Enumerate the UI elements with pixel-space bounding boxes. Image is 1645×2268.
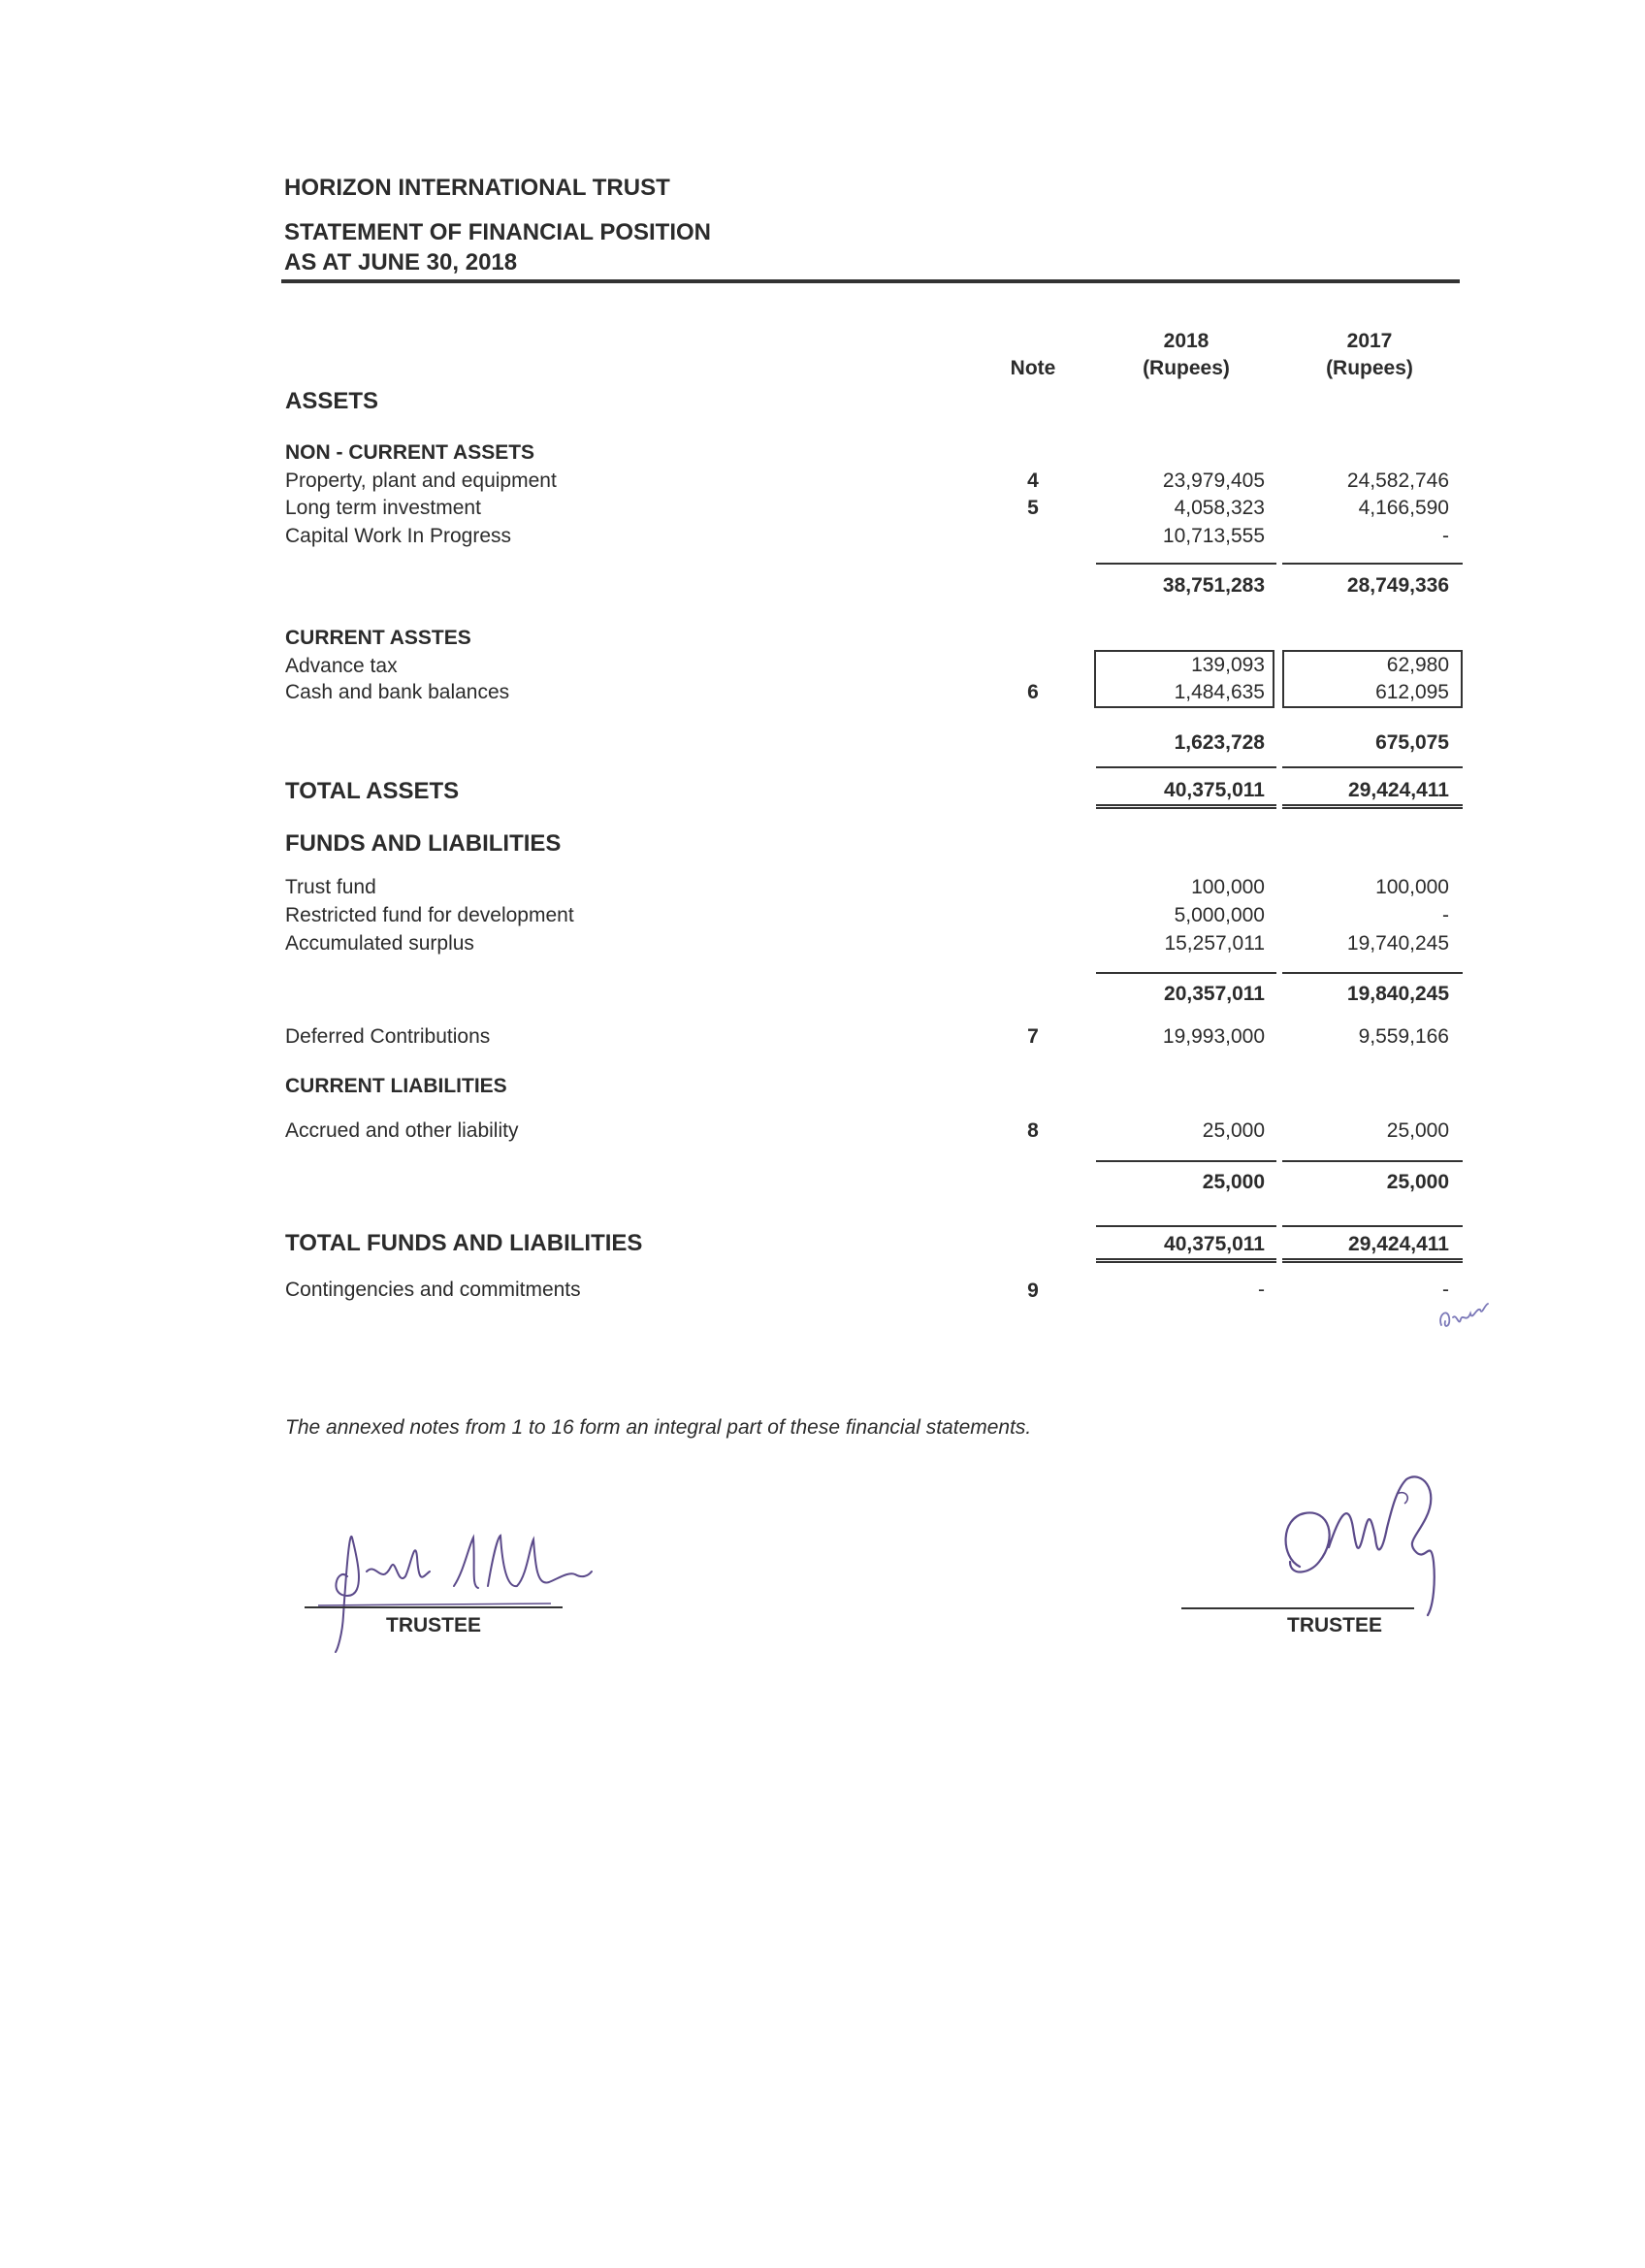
total-assets-rule-2017 — [1282, 766, 1463, 768]
current-assets-total-2018: 1,623,728 — [1174, 731, 1265, 754]
year-2018-column-header — [1109, 328, 1264, 382]
current-assets-heading: CURRENT ASSTES — [285, 627, 471, 649]
deferred-contributions-label: Deferred Contributions — [285, 1025, 491, 1048]
subtotal-rule-2017 — [1282, 563, 1463, 565]
contingencies-label: Contingencies and commitments — [285, 1279, 581, 1301]
row-note: 8 — [1027, 1119, 1039, 1142]
current-liabilities-heading: CURRENT LIABILITIES — [285, 1075, 507, 1097]
funds-subtotal-rule-2017 — [1282, 972, 1463, 974]
row-label: Advance tax — [285, 655, 398, 677]
row-label: Restricted fund for development — [285, 904, 574, 926]
total-assets-2017: 29,424,411 — [1348, 779, 1449, 801]
total-funds-rule-2017 — [1282, 1225, 1463, 1227]
statement-title: STATEMENT OF FINANCIAL POSITION — [284, 219, 711, 245]
total-assets-2018: 40,375,011 — [1164, 779, 1265, 801]
row-value-2017: - — [1442, 904, 1449, 926]
row-label: Accumulated surplus — [285, 932, 474, 955]
row-note: 6 — [1027, 681, 1039, 703]
row-value-2017: 25,000 — [1386, 1119, 1449, 1142]
current-liabilities-total-2017: 25,000 — [1386, 1171, 1449, 1193]
total-funds-liabilities-label: TOTAL FUNDS AND LIABILITIES — [285, 1230, 643, 1256]
row-note: 4 — [1027, 470, 1039, 492]
row-value-2018: 25,000 — [1202, 1119, 1265, 1142]
contingencies-2017: - — [1442, 1279, 1449, 1301]
liabilities-subtotal-rule-2018 — [1096, 1160, 1276, 1162]
year-2017-unit: (Rupees) — [1326, 357, 1413, 379]
row-value-2018: 10,713,555 — [1162, 525, 1265, 547]
funds-liabilities-heading: FUNDS AND LIABILITIES — [285, 830, 562, 857]
row-note: 5 — [1027, 497, 1039, 519]
year-2017-label: 2017 — [1346, 330, 1393, 352]
organization-name: HORIZON INTERNATIONAL TRUST — [284, 175, 670, 201]
row-label: Cash and bank balances — [285, 681, 510, 703]
row-label: Capital Work In Progress — [285, 525, 512, 547]
row-value-2018: 15,257,011 — [1164, 932, 1265, 955]
year-2018-label: 2018 — [1163, 330, 1210, 352]
funds-total-2017: 19,840,245 — [1346, 983, 1449, 1005]
deferred-contributions-2017: 9,559,166 — [1358, 1025, 1449, 1048]
notes-statement: The annexed notes from 1 to 16 form an integral part of these financial statements. — [285, 1416, 1032, 1439]
deferred-contributions-2018: 19,993,000 — [1162, 1025, 1265, 1048]
total-assets-double-rule-2017 — [1282, 804, 1463, 809]
deferred-contributions-note: 7 — [1027, 1025, 1039, 1048]
row-value-2017: 62,980 — [1386, 654, 1449, 676]
left-signature-line — [305, 1606, 563, 1608]
row-value-2018: 4,058,323 — [1174, 497, 1265, 519]
row-label: Long term investment — [285, 497, 481, 519]
current-liabilities-total-2018: 25,000 — [1202, 1171, 1265, 1193]
year-2017-column-header — [1292, 328, 1447, 382]
row-label: Accrued and other liability — [285, 1119, 519, 1142]
row-label: Property, plant and equipment — [285, 470, 557, 492]
total-funds-liabilities-2018: 40,375,011 — [1164, 1233, 1265, 1255]
initials-mark — [1434, 1288, 1511, 1337]
row-value-2017: - — [1442, 525, 1449, 547]
note-column-header: Note — [1010, 357, 1056, 379]
row-value-2018: 1,484,635 — [1174, 681, 1265, 703]
total-assets-label: TOTAL ASSETS — [285, 778, 460, 804]
right-trustee-label: TRUSTEE — [1287, 1614, 1383, 1636]
row-value-2017: 4,166,590 — [1358, 497, 1449, 519]
row-value-2018: 100,000 — [1191, 876, 1265, 898]
total-assets-rule-2018 — [1096, 766, 1276, 768]
year-2018-unit: (Rupees) — [1143, 357, 1230, 379]
assets-heading: ASSETS — [285, 388, 379, 414]
row-value-2017: 100,000 — [1375, 876, 1449, 898]
non-current-assets-heading: NON - CURRENT ASSETS — [285, 441, 535, 464]
non-current-assets-total-2018: 38,751,283 — [1162, 574, 1265, 597]
row-value-2017: 24,582,746 — [1346, 470, 1449, 492]
liabilities-subtotal-rule-2017 — [1282, 1160, 1463, 1162]
left-trustee-label: TRUSTEE — [386, 1614, 482, 1636]
funds-total-2018: 20,357,011 — [1164, 983, 1265, 1005]
total-assets-double-rule-2018 — [1096, 804, 1276, 809]
subtotal-rule-2018 — [1096, 563, 1276, 565]
row-label: Trust fund — [285, 876, 376, 898]
funds-subtotal-rule-2018 — [1096, 972, 1276, 974]
contingencies-note: 9 — [1027, 1280, 1039, 1302]
contingencies-2018: - — [1258, 1279, 1265, 1301]
right-trustee-signature — [1261, 1470, 1474, 1625]
current-assets-total-2017: 675,075 — [1375, 731, 1449, 754]
row-value-2018: 5,000,000 — [1174, 904, 1265, 926]
header-rule — [281, 279, 1460, 283]
right-signature-line — [1181, 1607, 1414, 1609]
row-value-2018: 139,093 — [1191, 654, 1265, 676]
statement-date: AS AT JUNE 30, 2018 — [284, 249, 518, 275]
total-funds-liabilities-2017: 29,424,411 — [1348, 1233, 1449, 1255]
row-value-2017: 612,095 — [1375, 681, 1449, 703]
row-value-2018: 23,979,405 — [1162, 470, 1265, 492]
total-funds-double-rule-2017 — [1282, 1258, 1463, 1263]
total-funds-double-rule-2018 — [1096, 1258, 1276, 1263]
row-value-2017: 19,740,245 — [1346, 932, 1449, 955]
total-funds-rule-2018 — [1096, 1225, 1276, 1227]
non-current-assets-total-2017: 28,749,336 — [1346, 574, 1449, 597]
